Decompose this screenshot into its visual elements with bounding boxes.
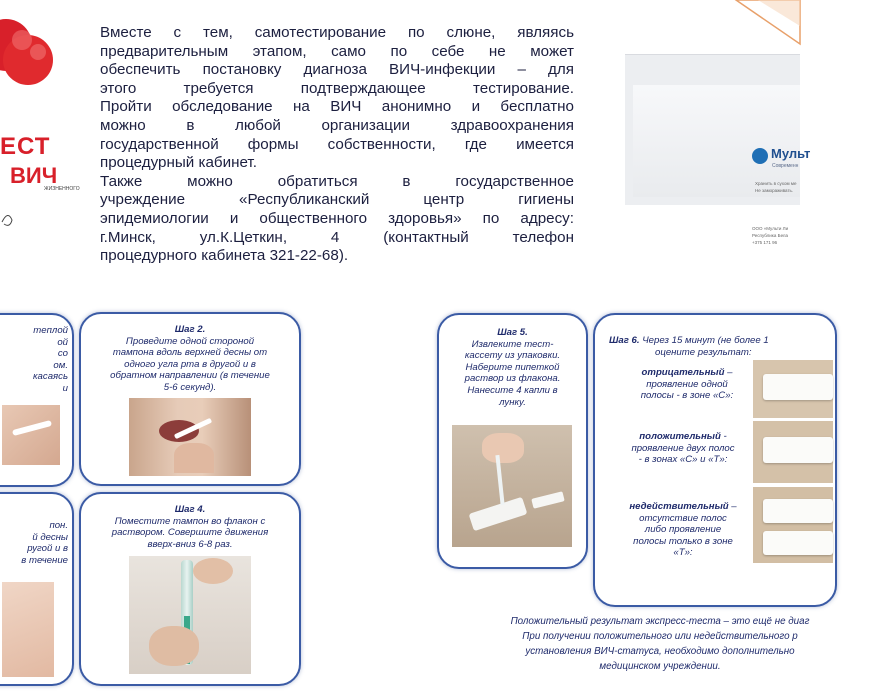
- step-4-text: вверх-вниз 6-8 раз.: [147, 538, 233, 550]
- step-5-title: Шаг 5.: [497, 327, 528, 338]
- step-5-text: раствор из флакона.: [464, 373, 561, 385]
- step-5-text: Наберите пипеткой: [465, 361, 560, 373]
- product-brand: Мульт: [771, 146, 811, 161]
- footer-line: Положительный результат экспресс-теста – это ещё не диаг: [510, 616, 810, 627]
- step-2-title: Шаг 2.: [174, 324, 206, 335]
- step-1-text: ой: [57, 336, 68, 348]
- step-1-photo: [2, 405, 60, 465]
- paragraph-line: Вместе с тем, самотестирование по слюне, являясь: [100, 24, 574, 41]
- step-2-text: одного угла рта в другой и в: [124, 358, 256, 370]
- paragraph-line: этого требуется подтверждающее тестирование.: [100, 79, 574, 97]
- step-5-text: Нанесите 4 капли в: [467, 384, 558, 396]
- paragraph-line: г.Минск, ул.К.Цеткин, 4 (контактный телефон: [100, 228, 574, 246]
- paragraph-line: Пройти обследование на ВИЧ анонимно и бесплатно: [100, 98, 574, 116]
- result-invalid-photo: [753, 487, 833, 563]
- paragraph-line: учреждение «Республиканский центр гигиены: [100, 191, 574, 209]
- step-1-text: ом.: [53, 359, 68, 371]
- step-1-text: со: [57, 348, 68, 360]
- step-4-photo: [129, 556, 251, 674]
- paragraph-line: эпидемиологии и общественного здоровья» по адресу:: [100, 209, 574, 227]
- step-1-text: теплой: [33, 325, 68, 336]
- red-circles-icon: [0, 0, 95, 240]
- step-2-card: [79, 312, 301, 486]
- logo-text-1: ЕСТ: [0, 133, 51, 160]
- step-3-text: ругой и в: [27, 543, 68, 555]
- footer-note: [440, 614, 880, 674]
- step-5-text: лунку.: [499, 396, 526, 408]
- result-invalid: недействительный – отсутствие полос либо проявление полосы только в зоне «Т»:: [629, 501, 737, 559]
- logo: [0, 0, 95, 240]
- step-3-card: [0, 492, 74, 686]
- step-4-card: [79, 492, 301, 686]
- product-company-text: ООО «Мульти Ли: [752, 226, 789, 231]
- paragraph-line: процедурного кабинета 321-22-68).: [100, 247, 349, 265]
- step-2-text: 5-6 секунд).: [163, 381, 217, 393]
- step-6-card: [593, 313, 837, 607]
- paragraph-line: Также можно обратиться в государственное: [100, 172, 574, 190]
- paragraph-line: процедурный кабинет.: [100, 154, 257, 172]
- logo-caption: ЖИЗНЕННОГО: [44, 186, 80, 192]
- product-logo-icon: [752, 148, 768, 164]
- result-positive: положительный - проявление двух полос - в зонах «С» и «Т»:: [631, 431, 735, 466]
- step-4-text: раствором. Совершите движения: [111, 527, 269, 539]
- step-6-title: Шаг 6. Через 15 минут (не более 1: [609, 335, 769, 346]
- step-6-title-rest: оцените результат:: [655, 346, 752, 358]
- step-3-text: й десны: [32, 531, 68, 543]
- logo-text-2: ВИЧ: [10, 163, 58, 188]
- step-1-text: и: [62, 382, 68, 394]
- step-3-text: в течение: [21, 554, 68, 566]
- footer-line: медицинском учреждении.: [599, 661, 721, 672]
- corner-triangle-icon: [728, 0, 800, 45]
- step-5-text: кассету из упаковки.: [464, 350, 561, 362]
- step-1-card: [0, 313, 74, 487]
- step-3-text: пон.: [49, 520, 68, 531]
- result-positive-photo: [753, 421, 833, 483]
- result-negative-photo: [753, 360, 833, 418]
- step-1-text: касаясь: [33, 371, 68, 383]
- product-small-text: Не замораживать.: [755, 188, 794, 193]
- footer-line: При получении положительного или недействительного р: [522, 631, 798, 642]
- paragraph-line: обеспечить постановку диагноза ВИЧ-инфекции – для: [100, 61, 574, 79]
- info-paragraph: [100, 24, 574, 266]
- step-2-text: Проведите одной стороной: [125, 335, 255, 347]
- step-5-card: [437, 313, 588, 569]
- paragraph-line: государственной формы собственности, где имеется: [100, 135, 574, 153]
- product-subtitle: Современн: [772, 163, 799, 169]
- result-negative: отрицательный – проявление одной полосы - в зоне «С»:: [640, 367, 734, 402]
- step-5-photo: [452, 425, 572, 547]
- product-company-text: Республика Бела: [752, 233, 789, 238]
- step-5-text: Извлеките тест-: [471, 338, 554, 350]
- product-small-text: Хранить в сухом ме: [755, 181, 797, 186]
- paragraph-line: предварительным этапом, само по себе не может: [100, 42, 574, 60]
- paragraph-line: можно в любой организации здравоохранения: [100, 116, 574, 134]
- step-2-text: обратном направлении (в течение: [110, 370, 270, 382]
- footer-line: установления ВИЧ-статуса, необходимо дополнительно: [525, 646, 795, 657]
- step-2-photo: [129, 398, 251, 476]
- step-4-title: Шаг 4.: [174, 504, 206, 515]
- step-2-text: тампона вдоль верхней десны от: [112, 347, 268, 359]
- product-box-photo: [625, 54, 811, 245]
- product-company-text: +375 171 96: [752, 240, 778, 245]
- step-3-photo: [2, 582, 54, 677]
- step-4-text: Поместите тампон во флакон с: [114, 515, 266, 527]
